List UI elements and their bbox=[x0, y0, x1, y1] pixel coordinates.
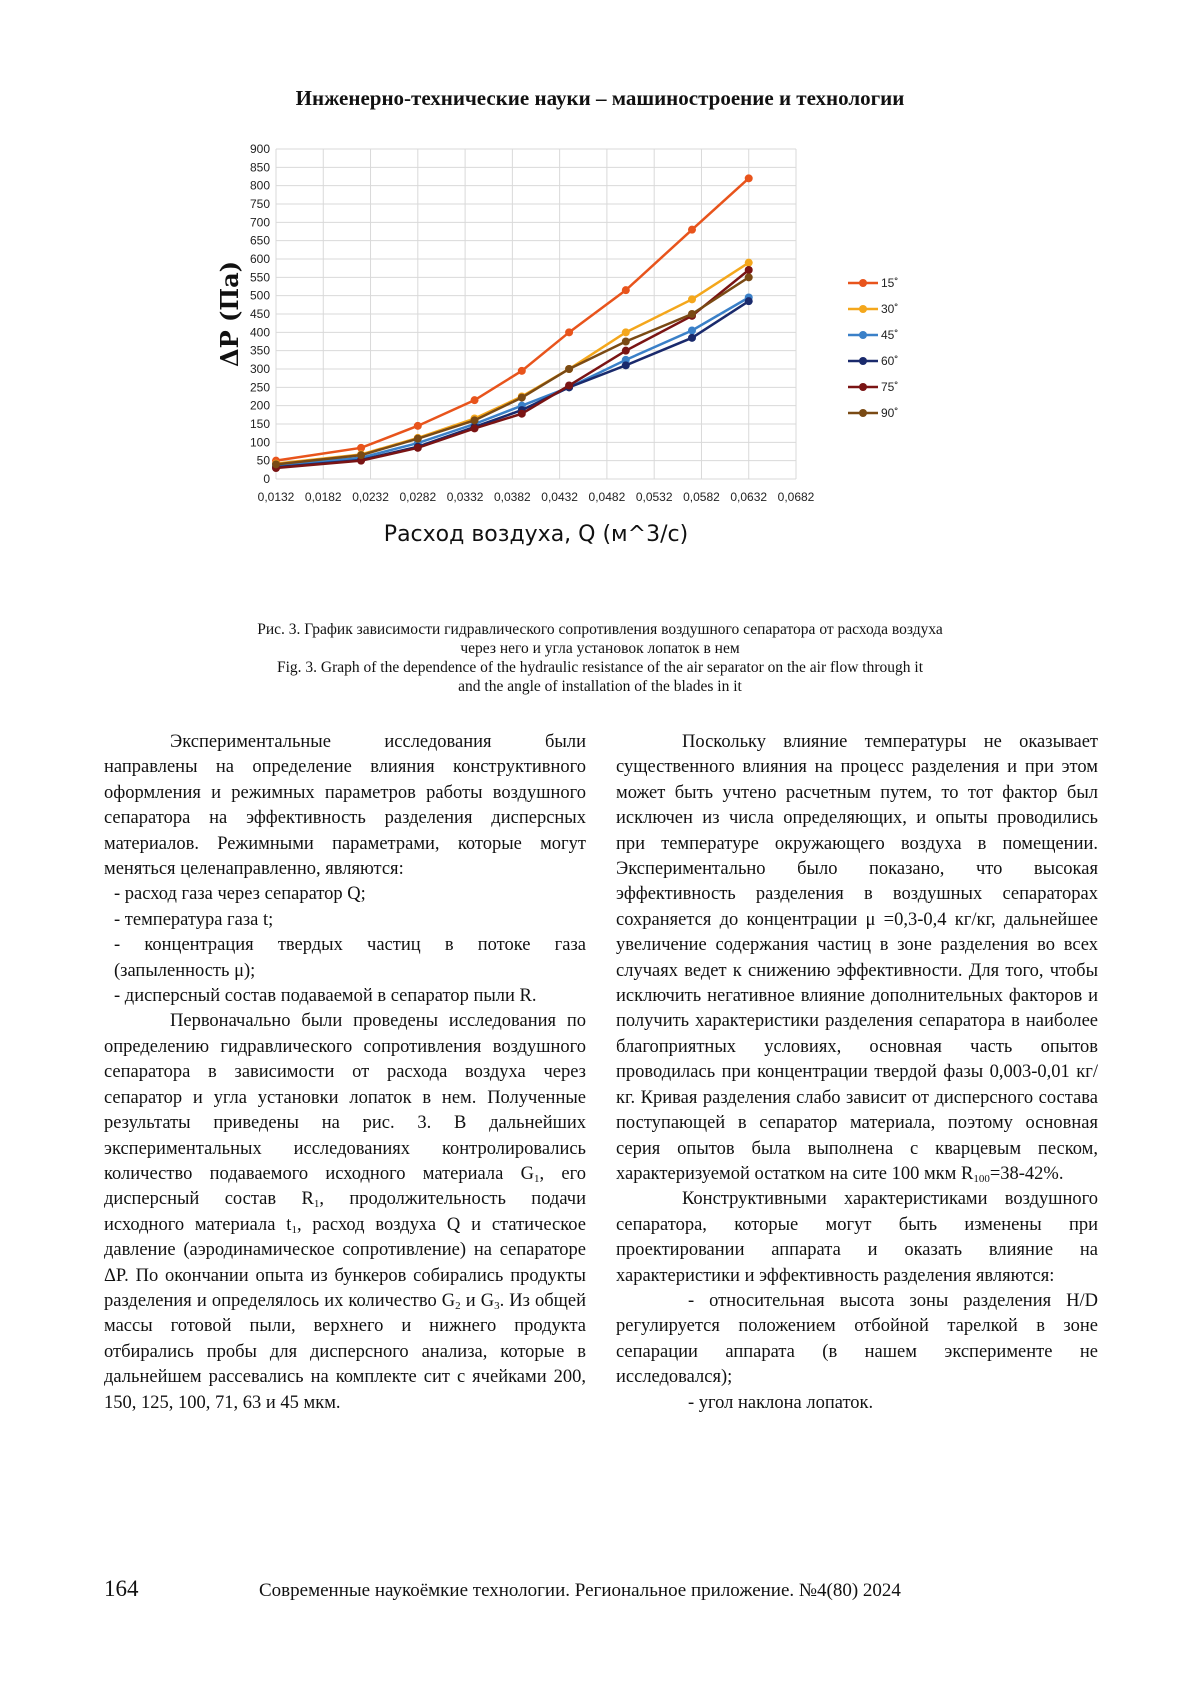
x-tick-label: 0,0282 bbox=[399, 490, 437, 504]
data-point bbox=[745, 174, 753, 182]
x-tick-label: 0,0582 bbox=[683, 490, 720, 504]
x-tick-label: 0,0182 bbox=[304, 490, 342, 504]
data-point bbox=[622, 347, 630, 355]
data-point bbox=[688, 226, 696, 234]
figure-caption bbox=[160, 620, 1040, 696]
data-point bbox=[357, 451, 365, 459]
caption-en-line-2: and the angle of installation of the blades in it bbox=[458, 678, 742, 695]
data-point bbox=[471, 416, 479, 424]
y-tick-label: 200 bbox=[249, 398, 270, 413]
left-column bbox=[104, 730, 586, 1416]
y-tick-label: 0 bbox=[263, 472, 270, 486]
paragraph: Конструктивными характеристиками воздушного сепаратора, которые могут быть изменены при проектировании аппарата и оказать влияние на характеристики и эффективность разделения являются: bbox=[616, 1189, 1098, 1286]
legend-entry bbox=[848, 276, 898, 290]
data-point bbox=[745, 266, 753, 274]
data-point bbox=[471, 424, 479, 432]
data-point bbox=[622, 361, 630, 369]
data-point bbox=[471, 396, 479, 404]
legend-label: 30˚ bbox=[881, 302, 899, 316]
y-tick-label: 100 bbox=[249, 435, 270, 450]
data-point bbox=[414, 444, 422, 452]
data-point bbox=[565, 382, 573, 390]
data-point bbox=[414, 422, 422, 430]
page-number: 164 bbox=[104, 1576, 139, 1601]
caption-ru-line-1: Рис. 3. График зависимости гидравлического сопротивления воздушного сепаратора от расхода воздуха bbox=[257, 621, 943, 638]
y-tick-label: 300 bbox=[249, 362, 270, 376]
running-header: Инженерно-технические науки – машиностроение и технологии bbox=[295, 86, 905, 110]
data-point bbox=[688, 334, 696, 342]
list-item: - температура газа t; bbox=[114, 909, 274, 930]
data-point bbox=[565, 328, 573, 336]
data-point bbox=[688, 295, 696, 303]
y-tick-label: 550 bbox=[249, 270, 270, 285]
caption-en-line-1: Fig. 3. Graph of the dependence of the hydraulic resistance of the air separator on the air flow through it bbox=[276, 659, 924, 676]
data-point bbox=[688, 327, 696, 335]
y-tick-label: 500 bbox=[249, 288, 270, 303]
legend-label: 60˚ bbox=[881, 354, 899, 368]
data-point bbox=[518, 394, 526, 402]
y-tick-label: 150 bbox=[249, 417, 270, 431]
data-point bbox=[518, 410, 526, 418]
data-point bbox=[622, 286, 630, 294]
line-chart bbox=[208, 143, 1000, 605]
x-tick-label: 0,0382 bbox=[494, 490, 531, 504]
data-point bbox=[622, 328, 630, 336]
y-axis-label: ΔP (Па) bbox=[215, 261, 244, 367]
y-tick-label: 850 bbox=[249, 160, 270, 175]
x-tick-label: 0,0332 bbox=[446, 490, 484, 504]
y-tick-label: 800 bbox=[249, 178, 270, 193]
y-tick-label: 650 bbox=[249, 233, 270, 248]
data-point bbox=[622, 338, 630, 346]
legend-label: 45˚ bbox=[881, 328, 899, 342]
list-item: - дисперсный состав подаваемой в сепаратор пыли R. bbox=[114, 986, 537, 1007]
list-item: - расход газа через сепаратор Q; bbox=[114, 884, 366, 905]
paragraph: Поскольку влияние температуры не оказывает существенного влияния на процесс разделения и при этом может быть учтено расчетным путем, то тот фактор был исключен из числа определяющих, и опыты проводились при температуре окружающего воздуха в помещении. Экспериментально было показано, что высокая эффективность разделения в воздушных сепараторах сохраняется до концентрации μ =0,3-0,4 кг/кг, дальнейшее увеличение содержания частиц в зоне разделения во всех случаях ведет к снижению эффективности. Для того, чтобы исключить негативное влияние дополнительных факторов и получить характеристики разделения сепаратора в наиболее благоприятных условиях, основная часть опытов проводилась при концентрации твердой фазы 0,003-0,01 кг/кг. Кривая разделения слабо зависит от дисперсного состава поступающей в сепаратор материала, поэтому основная серия опытов была выполнена с кварцевым песком, характеризуемой остатком на сите 100 мкм $R_{100}=38-42\%$. bbox=[616, 732, 1098, 1185]
legend-entry bbox=[848, 406, 898, 420]
caption-ru-line-2: через него и угла установок лопаток в нем bbox=[460, 640, 740, 657]
x-tick-label: 0,0682 bbox=[777, 490, 815, 504]
x-tick-label: 0,0632 bbox=[730, 490, 768, 504]
data-point bbox=[688, 310, 696, 318]
legend-swatch-marker bbox=[859, 383, 867, 391]
data-point bbox=[565, 365, 573, 373]
legend-label: 15˚ bbox=[881, 276, 899, 290]
legend-swatch-marker bbox=[859, 279, 867, 287]
y-tick-label: 600 bbox=[249, 252, 270, 266]
x-axis-label: Расход воздуха, Q (м^3/с) bbox=[383, 522, 689, 547]
data-point bbox=[745, 259, 753, 267]
x-tick-label: 0,0532 bbox=[635, 490, 673, 504]
legend-label: 90˚ bbox=[881, 406, 899, 420]
legend-entry bbox=[848, 380, 898, 394]
y-tick-label: 900 bbox=[249, 143, 270, 156]
legend-swatch-marker bbox=[859, 409, 867, 417]
list-item: - концентрация твердых частиц в потоке газа (запыленность μ); bbox=[114, 935, 586, 981]
y-tick-label: 750 bbox=[249, 197, 270, 211]
x-tick-label: 0,0482 bbox=[588, 490, 626, 504]
x-tick-label: 0,0132 bbox=[257, 490, 295, 504]
y-tick-label: 250 bbox=[249, 380, 270, 395]
legend-swatch-marker bbox=[859, 331, 867, 339]
legend-entry bbox=[848, 328, 898, 342]
right-column bbox=[616, 730, 1098, 1416]
y-tick-label: 700 bbox=[249, 215, 270, 230]
x-tick-label: 0,0232 bbox=[352, 490, 389, 504]
y-tick-label: 400 bbox=[249, 325, 270, 340]
data-point bbox=[272, 460, 280, 468]
list-item: - угол наклона лопаток. bbox=[688, 1392, 874, 1413]
y-tick-label: 450 bbox=[249, 307, 270, 321]
figure-3-chart bbox=[208, 143, 1000, 605]
paragraph: Первоначально были проведены исследования по определению гидравлического сопротивления воздушного сепаратора в зависимости от расхода воздуха через сепаратор и угла установки лопаток в нем. Полученные результаты приведены на рис. 3. В дальнейших экспериментальных исследованиях контролировались количество подаваемого исходного материала $G_1$, его дисперсный состав $R_1$, продолжительность подачи исходного материала $t_1$, расход воздуха Q и статическое давление (аэродинамическое сопротивление) на сепараторе ΔP. По окончании опыта из бункеров собирались продукты разделения и определялось их количество $G_2$ и $G_3$. Из общей массы готовой пыли, верхнего и нижнего продукта отбирались пробы для дисперсного анализа, которые в дальнейшем рассевались на комплекте сит с ячейками 200, 150, 125, 100, 71, 63 и 45 мкм. bbox=[104, 1011, 586, 1413]
data-point bbox=[745, 297, 753, 305]
legend-label: 75˚ bbox=[881, 380, 899, 394]
paragraph: Экспериментальные исследования были направлены на определение влияния конструктивного оформления и режимных параметров работы воздушного сепаратора на эффективность разделения дисперсных материалов. Режимными параметрами, которые могут меняться целенаправленно, являются: bbox=[104, 732, 586, 880]
data-point bbox=[745, 273, 753, 281]
legend-swatch-marker bbox=[859, 357, 867, 365]
list-item: - относительная высота зоны разделения H/D регулируется положением отбойной тарелкой в зоне сепарации аппарата (в нашем эксперименте не исследовался); bbox=[616, 1290, 1098, 1388]
y-tick-label: 350 bbox=[249, 343, 270, 358]
y-tick-label: 50 bbox=[256, 453, 270, 468]
legend-entry bbox=[848, 302, 898, 316]
data-point bbox=[414, 435, 422, 443]
data-point bbox=[518, 367, 526, 375]
legend-swatch-marker bbox=[859, 305, 867, 313]
x-tick-label: 0,0432 bbox=[541, 490, 578, 504]
journal-title: Современные наукоёмкие технологии. Региональное приложение. №4(80) 2024 bbox=[259, 1580, 901, 1601]
legend-entry bbox=[848, 354, 898, 368]
